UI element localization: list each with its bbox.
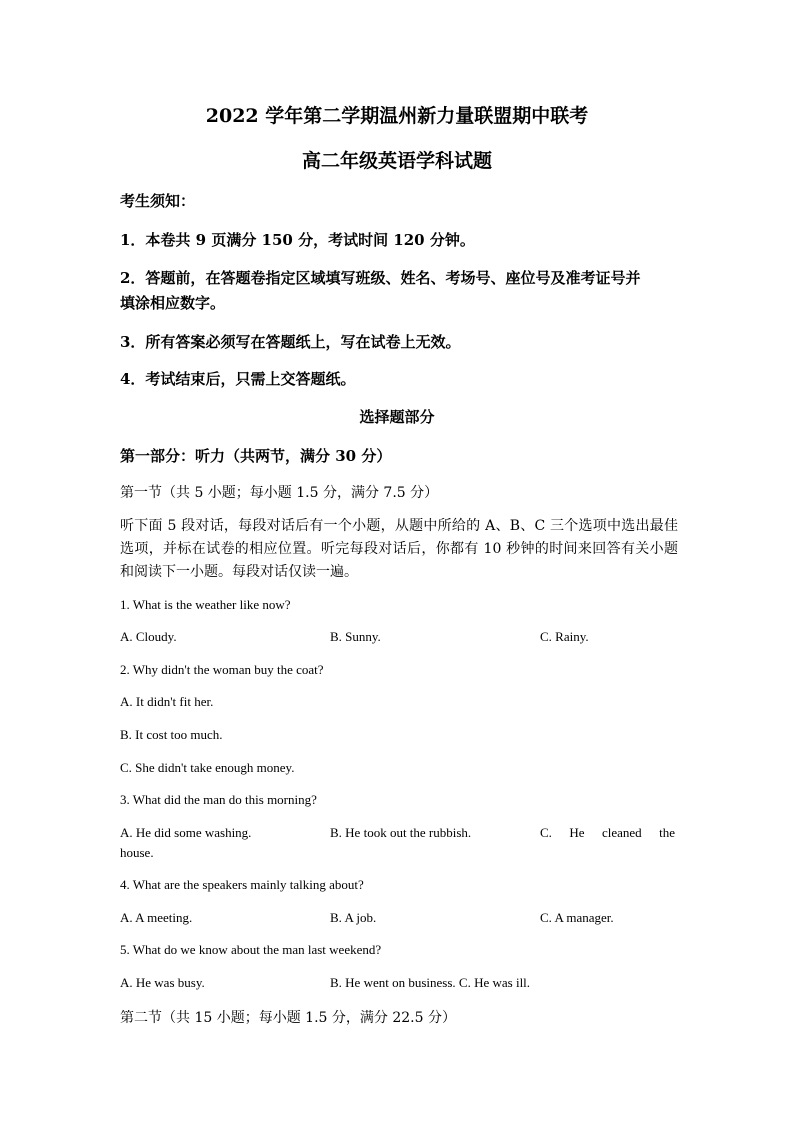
part1-section2-heading: 第二节（共 15 小题；每小题 1.5 分，满分 22.5 分） xyxy=(120,1010,456,1026)
question-3-stem: 3. What did the man do this morning? xyxy=(120,792,317,807)
question-5-stem: 5. What do we know about the man last weekend? xyxy=(120,942,382,957)
exam-title: 2022 学年第二学期温州新力量联盟期中联考 xyxy=(205,105,589,127)
question-1-option-a: A. Cloudy. xyxy=(120,629,177,644)
question-4-stem: 4. What are the speakers mainly talking about? xyxy=(120,877,364,892)
question-4-option-a: A. A meeting. xyxy=(120,910,193,925)
notice-item-4: 4．考试结束后，只需上交答题纸。 xyxy=(120,370,356,388)
question-3-option-c xyxy=(540,825,675,841)
question-2-option-b: B. It cost too much. xyxy=(120,727,223,742)
question-5-option-a: A. He was busy. xyxy=(120,975,205,990)
question-3-option-c-word: cleaned xyxy=(601,825,642,840)
question-3-option-c-word: the xyxy=(659,825,675,840)
question-4-option-c: C. A manager. xyxy=(540,910,614,925)
question-2-stem: 2. Why didn't the woman buy the coat? xyxy=(120,662,324,677)
question-3-option-b: B. He took out the rubbish. xyxy=(330,825,472,840)
notice-item-1: 1．本卷共 9 页满分 150 分，考试时间 120 分钟。 xyxy=(120,231,475,249)
notice-item-2: 2．答题前，在答题卷指定区域填写班级、姓名、考场号、座位号及准考证号并 xyxy=(120,269,641,287)
question-5-option-b-c: B. He went on business. C. He was ill. xyxy=(330,975,531,990)
question-2-option-c: C. She didn't take enough money. xyxy=(120,760,295,775)
question-4-option-b: B. A job. xyxy=(330,910,377,925)
question-3-option-c-word: C. xyxy=(540,825,552,840)
notice-item-2-cont: 填涂相应数字。 xyxy=(120,294,226,312)
question-1-stem: 1. What is the weather like now? xyxy=(120,597,291,612)
exam-subtitle: 高二年级英语学科试题 xyxy=(301,150,492,172)
question-2-option-a: A. It didn't fit her. xyxy=(120,694,214,709)
part1-section1-heading: 第一节（共 5 小题；每小题 1.5 分，满分 7.5 分） xyxy=(120,485,439,501)
section-title: 选择题部分 xyxy=(359,408,435,426)
question-3-option-c-word: He xyxy=(569,825,585,840)
question-3-option-c-continuation: house. xyxy=(120,845,154,860)
question-1-option-b: B. Sunny. xyxy=(330,629,381,644)
question-1-option-c: C. Rainy. xyxy=(540,629,589,644)
notice-heading: 考生须知： xyxy=(120,192,196,210)
part1-heading: 第一部分：听力（共两节，满分 30 分） xyxy=(120,447,392,465)
listening-instructions: 听下面 5 段对话，每段对话后有一个小题，从题中所给的 A、B、C 三个选项中选出最佳选项，并标在试卷的相应位置。听完每段对话后，你都有 10 秒钟的时间来回答有关小题和阅读下一小题。每段对话仅读一遍。 xyxy=(120,518,678,580)
notice-item-3: 3．所有答案必须写在答题纸上，写在试卷上无效。 xyxy=(120,333,461,351)
question-3-option-a: A. He did some washing. xyxy=(120,825,252,840)
